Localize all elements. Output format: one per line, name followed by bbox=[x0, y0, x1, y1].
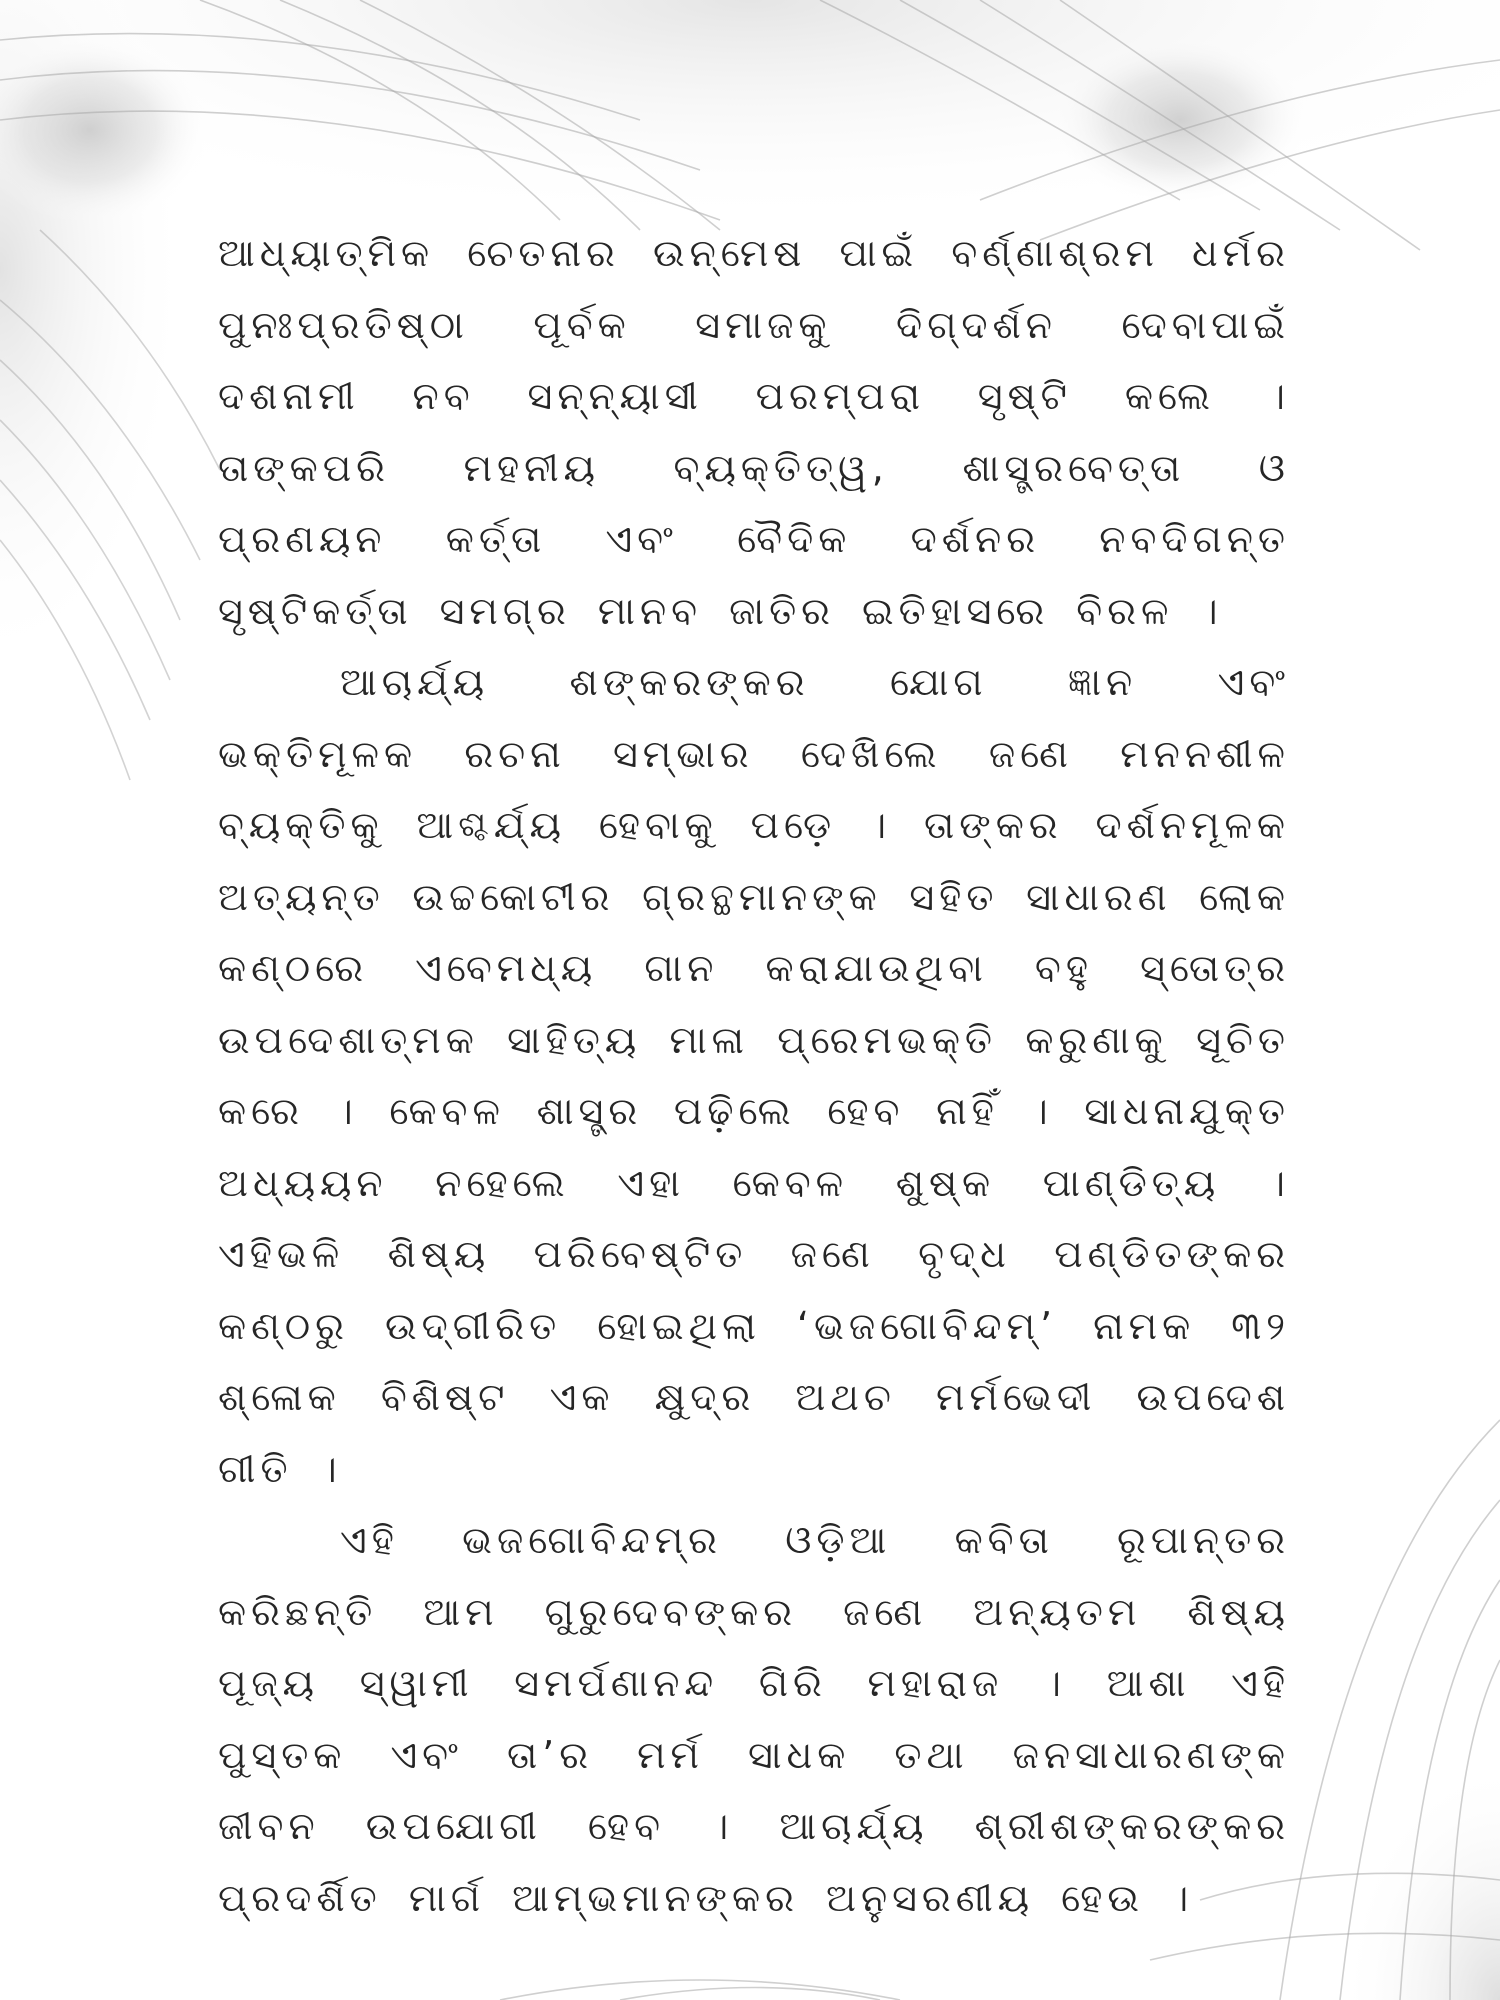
paragraph-3: ଏହି ଭଜଗୋବିନ୍ଦମ୍‌ର ଓଡ଼ିଆ କବିତା ରୂପାନ୍ତର କରିଛନ୍ତି ଆମ ଗୁରୁଦେବଙ୍କର ଜଣେ ଅନ୍ୟତମ ଶିଷ୍ୟ ପୂଜ୍ୟ ସ୍ୱାମୀ ସମର୍ପଣାନନ୍ଦ ଗିରି ମହାରାଜ । ଆଶା ଏହି ପୁସ୍ତକ ଏବଂ ତା’ର ମର୍ମ ସାଧକ ତଥା ଜନସାଧାରଣଙ୍କ ଜୀବନ ଉପଯୋଗୀ ହେବ । ଆଚାର୍ଯ୍ୟ ଶ୍ରୀଶଙ୍କରଙ୍କର ପ୍ରଦର୍ଶିତ ମାର୍ଗ ଆମ୍ଭମାନଙ୍କର ଅନୁସରଣୀୟ ହେଉ । bbox=[218, 1518, 1290, 1920]
feather-eye-right bbox=[1050, 35, 1310, 205]
paragraph-1: ଆଧ୍ୟାତ୍ମିକ ଚେତନାର ଉନ୍ମେଷ ପାଇଁ ବର୍ଣ୍ଣାଶ୍ରମ ଧର୍ମର ପୁନଃପ୍ରତିଷ୍ଠା ପୂର୍ବକ ସମାଜକୁ ଦିଗ୍‌ଦର୍ଶନ ଦେବାପାଇଁ ଦଶନାମୀ ନବ ସନ୍ନ୍ୟାସୀ ପରମ୍ପରା ସୃଷ୍ଟି କଲେ । ତାଙ୍କପରି ମହନୀୟ ବ୍ୟକ୍ତିତ୍ୱ, ଶାସ୍ତ୍ରବେତ୍ତା ଓ ପ୍ରଣୟନ କର୍ତ୍ତା ଏବଂ ବୈଦିକ ଦର୍ଶନର ନବଦିଗନ୍ତ ସୃଷ୍ଟିକର୍ତ୍ତା ସମଗ୍ର ମାନବ ଜାତିର ଇତିହାସରେ ବିରଳ । bbox=[218, 231, 1290, 633]
body-text bbox=[218, 218, 1290, 1934]
paragraph-2: ଆଚାର୍ଯ୍ୟ ଶଙ୍କରଙ୍କର ଯୋଗ ଜ୍ଞାନ ଏବଂ ଭକ୍ତିମୂଳକ ରଚନା ସମ୍ଭାର ଦେଖିଲେ ଜଣେ ମନନଶୀଳ ବ୍ୟକ୍ତିକୁ ଆଶ୍ଚର୍ଯ୍ୟ ହେବାକୁ ପଡ଼େ । ତାଙ୍କର ଦର୍ଶନମୂଳକ ଅତ୍ୟନ୍ତ ଉଚ୍ଚକୋଟୀର ଗ୍ରନ୍ଥମାନଙ୍କ ସହିତ ସାଧାରଣ ଲୋକ କଣ୍ଠରେ ଏବେମଧ୍ୟ ଗାନ କରାଯାଉଥିବା ବହୁ ସ୍ତୋତ୍ର ଉପଦେଶାତ୍ମକ ସାହିତ୍ୟ ମାଳା ପ୍ରେମଭକ୍ତି କରୁଣାକୁ ସୂଚିତ କରେ । କେବଳ ଶାସ୍ତ୍ର ପଢ଼ିଲେ ହେବ ନାହିଁ । ସାଧନାଯୁକ୍ତ ଅଧ୍ୟୟନ ନହେଲେ ଏହା କେବଳ ଶୁଷ୍କ ପାଣ୍ଡିତ୍ୟ । ଏହିଭଳି ଶିଷ୍ୟ ପରିବେଷ୍ଟିତ ଜଣେ ବୃଦ୍ଧ ପଣ୍ଡିତଙ୍କର କଣ୍ଠରୁ ଉଦ୍‌ଗୀରିତ ହୋଇଥିଲା ‘ଭଜଗୋବିନ୍ଦମ୍’ ନାମକ ୩୨ ଶ୍ଳୋକ ବିଶିଷ୍ଟ ଏକ କ୍ଷୁଦ୍ର ଅଥଚ ମର୍ମଭେଦୀ ଉପଦେଶ ଗୀତି । bbox=[218, 660, 1290, 1491]
